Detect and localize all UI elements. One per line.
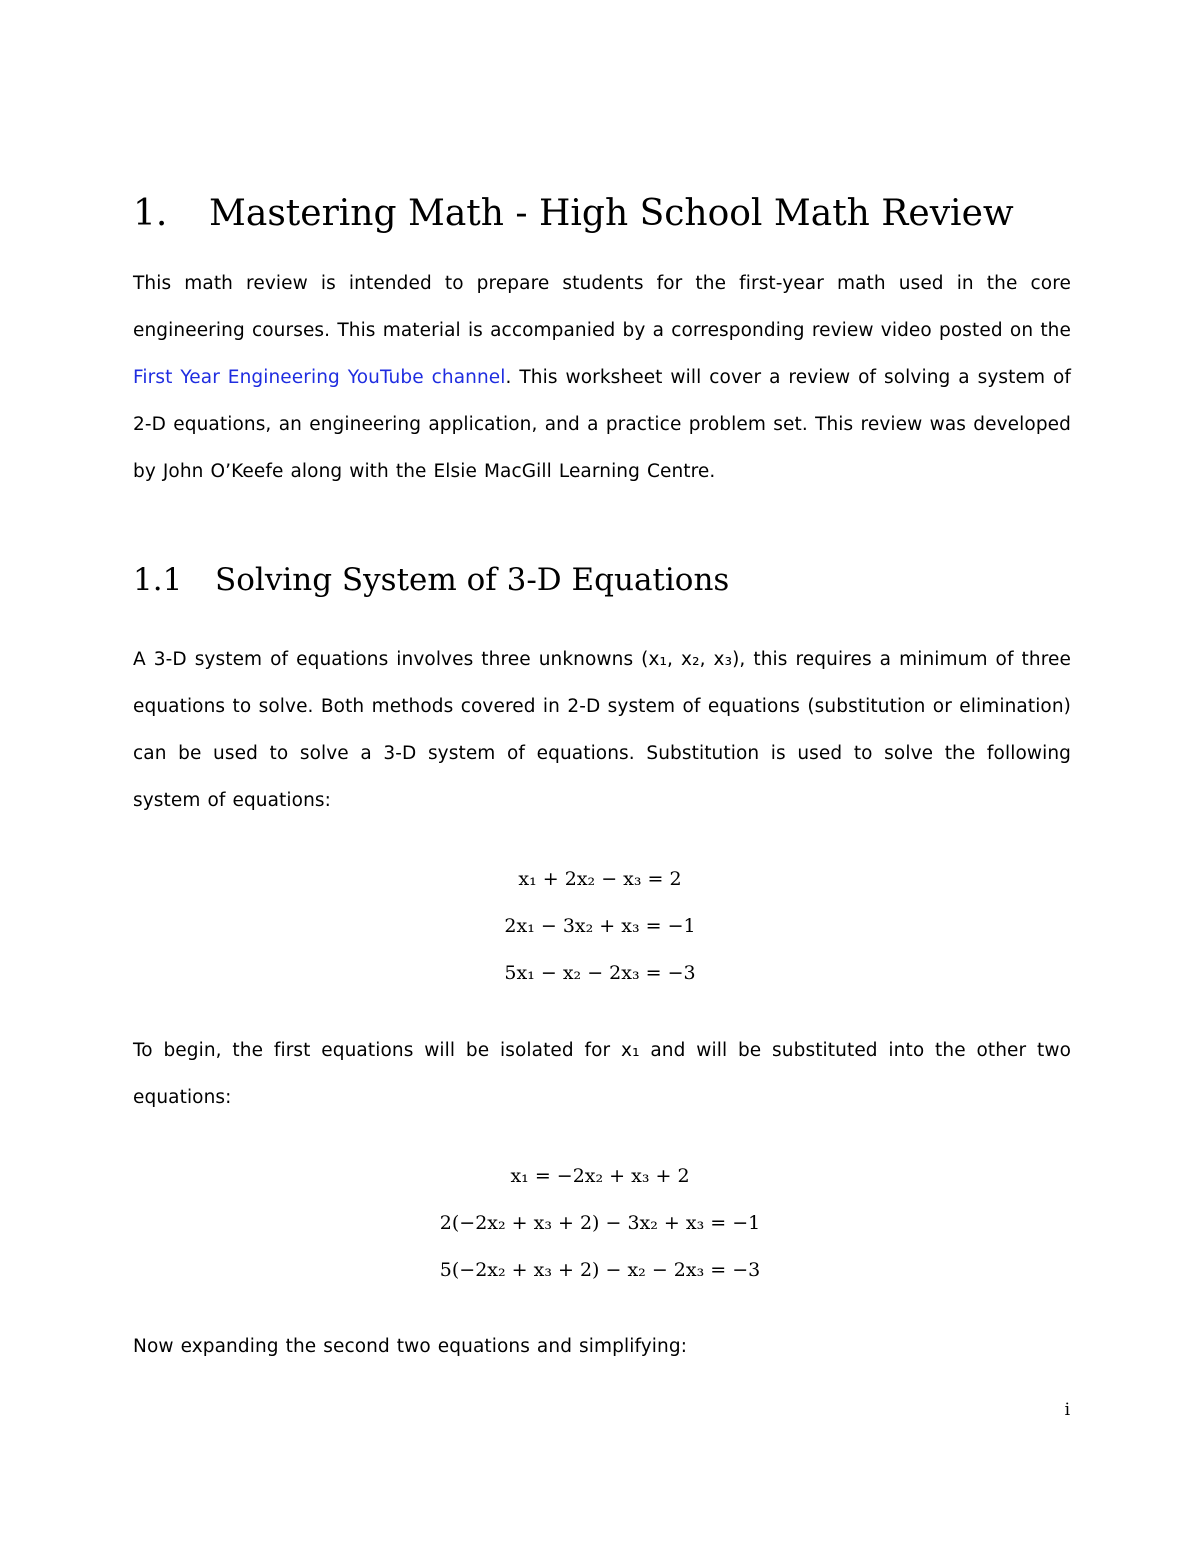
equation-line: 2(−2x₂ + x₃ + 2) − 3x₂ + x₃ = −1 [439, 1212, 761, 1234]
equation-line: 2x₁ − 3x₂ + x₃ = −1 [504, 915, 696, 937]
equation-line: 5(−2x₂ + x₃ + 2) − x₂ − 2x₃ = −3 [439, 1259, 761, 1281]
page-number: i [1064, 1400, 1070, 1420]
section-title-text: Solving System of 3-D Equations [215, 562, 730, 598]
section-number: 1.1 [133, 562, 183, 598]
youtube-channel-link[interactable]: First Year Engineering YouTube channel [133, 367, 506, 388]
equation-line: 5x₁ − x₂ − 2x₃ = −3 [504, 962, 696, 984]
body-paragraph-1: A 3-D system of equations involves three unknowns (x₁, x₂, x₃), this requires a minimum of three equations to solve. Both methods covered in 2-D system of equations (substitution or elimination) can be used to solve a 3-D system of equations. Substitution is used to solve the following system of equations: [133, 649, 1071, 811]
intro-text-before-link: This math review is intended to prepare students for the first-year math used in the core engineering courses. This material is accompanied by a corresponding review video posted on the [133, 273, 1071, 341]
section-heading [133, 557, 729, 603]
chapter-title [133, 188, 1093, 240]
intro-paragraph [133, 260, 1071, 495]
intro-text-after-link: . This worksheet will cover a review of solving a system of 2-D equations, an engineering application, and a practice problem set. This review was developed by John O’Keefe along with the Elsie MacGill Learning Centre. [133, 367, 1072, 482]
chapter-title-text: Mastering Math - High School Math Review [209, 193, 1014, 234]
equation-line: x₁ = −2x₂ + x₃ + 2 [510, 1165, 690, 1187]
equation-line: x₁ + 2x₂ − x₃ = 2 [518, 868, 682, 890]
body-paragraph-2: To begin, the first equations will be isolated for x₁ and will be substituted into the other two equations: [133, 1040, 1071, 1108]
chapter-number: 1. [133, 193, 168, 234]
body-paragraph-3: Now expanding the second two equations and simplifying: [133, 1336, 688, 1357]
